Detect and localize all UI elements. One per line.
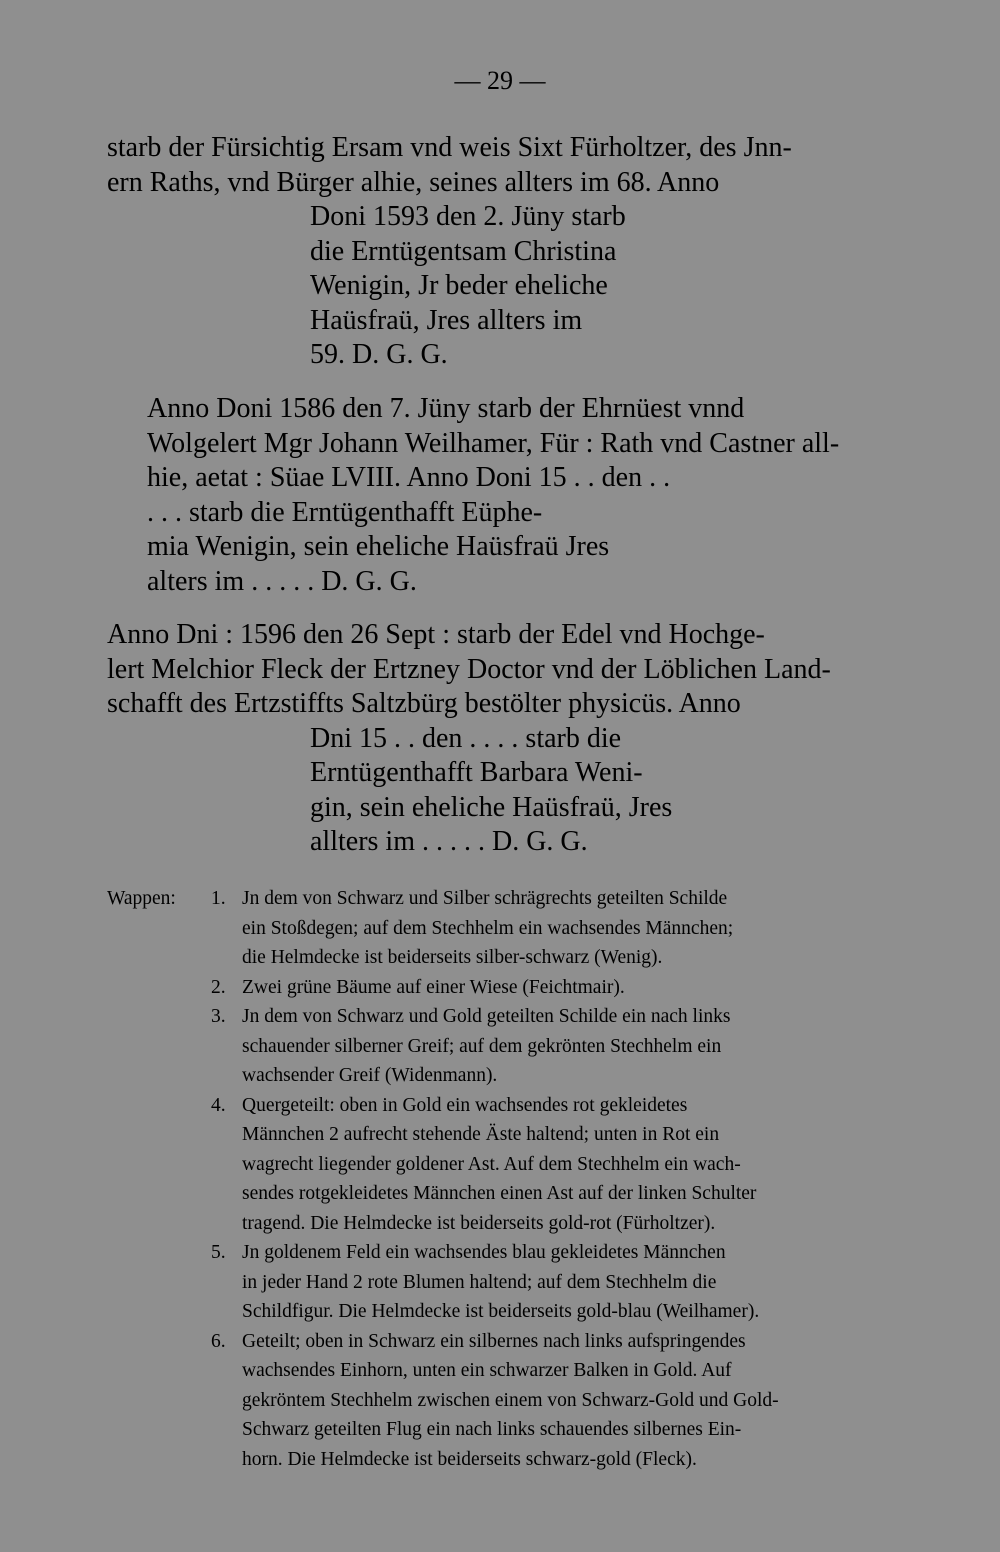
epitaph-line: gin, sein eheliche Haüsfraü, Jres: [310, 791, 673, 823]
wappen-line: [107, 1268, 897, 1298]
wappen-item-text: tragend. Die Helmdecke ist beiderseits gold-rot (Fürholtzer).: [242, 1212, 716, 1234]
epitaph-line: Wolgelert Mgr Johann Weilhamer, Für : Rath vnd Castner all-: [147, 427, 840, 459]
epitaph-line: ern Raths, vnd Bürger alhie, seines allters im 68. Anno: [107, 166, 720, 198]
epitaph-2: [107, 392, 897, 599]
wappen-label: Wappen:: [107, 888, 176, 909]
wappen-line: [107, 1091, 897, 1121]
wappen-item-text: in jeder Hand 2 rote Blumen haltend; auf dem Stechhelm die: [242, 1271, 717, 1293]
wappen-item-number: 3.: [211, 1006, 226, 1027]
wappen-line: [107, 973, 897, 1003]
epitaph-line: starb der Fürsichtig Ersam vnd weis Sixt Fürholtzer, des Jnn-: [107, 132, 792, 163]
epitaph-line: 59. D. G. G.: [310, 339, 448, 370]
wappen-line: [107, 1061, 897, 1091]
wappen-item-text: Quergeteilt: oben in Gold ein wachsendes rot gekleidetes: [242, 1094, 688, 1116]
wappen-line: [107, 1238, 897, 1268]
wappen-item-text: schauender silberner Greif; auf dem gekrönten Stechhelm ein: [242, 1035, 722, 1057]
wappen-item-text: Geteilt; oben in Schwarz ein silbernes nach links aufspringendes: [242, 1330, 746, 1352]
epitaph-line: hie, aetat : Süae LVIII. Anno Doni 15 . . den . .: [147, 462, 671, 493]
epitaph-3: [107, 618, 897, 860]
wappen-item-number: 5.: [211, 1242, 226, 1263]
wappen-line: [107, 1415, 897, 1445]
wappen-line: [107, 1386, 897, 1416]
wappen-line: [107, 1356, 897, 1386]
wappen-item-text: wachsender Greif (Widenmann).: [242, 1065, 498, 1086]
epitaph-line: Dni 15 . . den . . . . starb die: [310, 722, 622, 754]
epitaph-line: allters im . . . . . D. G. G.: [310, 826, 588, 857]
wappen-line: [107, 1002, 897, 1032]
wappen-item-text: gekröntem Stechhelm zwischen einem von Schwarz-Gold und Gold-: [242, 1389, 779, 1411]
epitaph-line: mia Wenigin, sein eheliche Haüsfraü Jres: [147, 531, 610, 562]
wappen-line: [107, 1327, 897, 1357]
wappen-item-text: ein Stoßdegen; auf dem Stechhelm ein wachsendes Männchen;: [242, 917, 734, 939]
wappen-line: [107, 1445, 897, 1475]
wappen-line: [107, 1297, 897, 1327]
wappen-item-text: sendes rotgekleidetes Männchen einen Ast auf der linken Schulter: [242, 1183, 757, 1204]
epitaph-line: Erntügenthafft Barbara Weni-: [310, 757, 643, 788]
wappen-item-text: die Helmdecke ist beiderseits silber-schwarz (Wenig).: [242, 947, 663, 968]
wappen-item-text: horn. Die Helmdecke ist beiderseits schwarz-gold (Fleck).: [242, 1448, 697, 1470]
page-number: — 29 —: [454, 66, 546, 95]
wappen-item-text: Zwei grüne Bäume auf einer Wiese (Feichtmair).: [242, 976, 625, 998]
wappen-line: [107, 1209, 897, 1239]
epitaph-line: alters im . . . . . D. G. G.: [147, 565, 417, 597]
epitaph-line: . . . starb die Erntügenthafft Eüphe-: [147, 496, 543, 528]
epitaph-line: Haüsfraü, Jres allters im: [310, 304, 583, 336]
wappen-item-text: wachsendes Einhorn, unten ein schwarzer Balken in Gold. Auf: [242, 1360, 732, 1381]
epitaph-line: Wenigin, Jr beder eheliche: [310, 270, 608, 301]
wappen-line: [107, 1032, 897, 1062]
epitaph-line: lert Melchior Fleck der Ertzney Doctor vnd der Löblichen Land-: [107, 653, 831, 685]
wappen-item-text: Jn dem von Schwarz und Silber schrägrechts geteilten Schilde: [242, 888, 728, 909]
epitaph-line: Anno Dni : 1596 den 26 Sept : starb der Edel vnd Hochge-: [107, 619, 765, 650]
wappen-item-number: 1.: [211, 888, 226, 909]
wappen-line: [107, 943, 897, 973]
epitaph-1: [107, 131, 897, 373]
wappen-section: [107, 884, 897, 1474]
wappen-item-text: Jn dem von Schwarz und Gold geteilten Schilde ein nach links: [242, 1006, 731, 1027]
wappen-item-text: Schildfigur. Die Helmdecke ist beiderseits gold-blau (Weilhamer).: [242, 1301, 760, 1322]
wappen-line: [107, 1120, 897, 1150]
wappen-line: [107, 1150, 897, 1180]
wappen-line: [107, 914, 897, 944]
wappen-item-number: 2.: [211, 976, 226, 998]
epitaph-line: schafft des Ertzstiffts Saltzbürg bestölter physicüs. Anno: [107, 688, 741, 719]
wappen-item-text: Schwarz geteilten Flug ein nach links schauendes silbernes Ein-: [242, 1419, 742, 1440]
wappen-line: [107, 884, 897, 914]
wappen-item-text: Jn goldenem Feld ein wachsendes blau gekleidetes Männchen: [242, 1242, 726, 1263]
wappen-item-number: 4.: [211, 1094, 226, 1116]
wappen-item-text: Männchen 2 aufrecht stehende Äste haltend; unten in Rot ein: [242, 1124, 720, 1145]
wappen-item-text: wagrecht liegender goldener Ast. Auf dem Stechhelm ein wach-: [242, 1153, 741, 1175]
epitaph-line: die Erntügentsam Christina: [310, 235, 617, 267]
epitaph-line: Anno Doni 1586 den 7. Jüny starb der Ehrnüest vnnd: [147, 393, 745, 424]
wappen-item-number: 6.: [211, 1330, 226, 1352]
wappen-line: [107, 1179, 897, 1209]
epitaph-line: Doni 1593 den 2. Jüny starb: [310, 201, 626, 232]
